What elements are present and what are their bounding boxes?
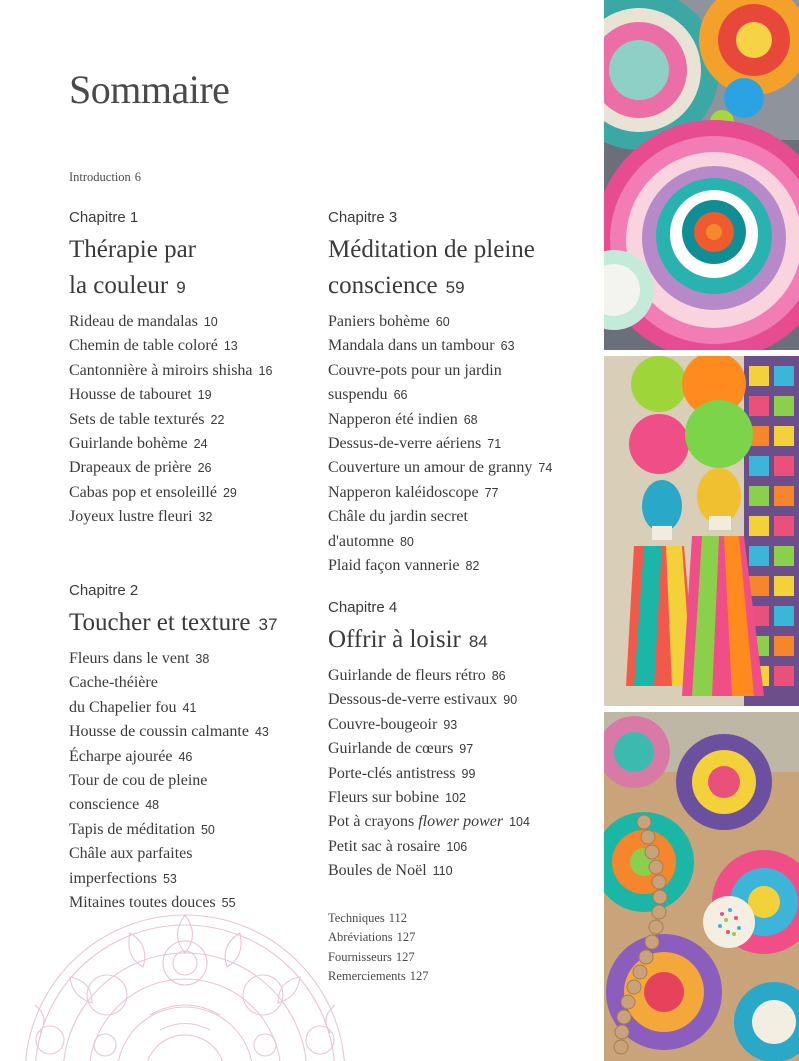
toc-item-page: 24: [193, 437, 208, 452]
back-matter-page: 112: [388, 911, 408, 925]
toc-item[interactable]: [328, 737, 588, 761]
toc-item-title: Joyeux lustre fleuri: [69, 508, 193, 526]
toc-item[interactable]: [69, 867, 309, 891]
toc-item[interactable]: [69, 745, 309, 769]
toc-item-page: 48: [145, 798, 160, 813]
chapter-title-line2: conscience: [328, 272, 438, 299]
chapter-title[interactable]: [69, 605, 309, 643]
toc-item-title: Châle du jardin secret: [328, 508, 468, 526]
chapter-title-line2: la couleur: [69, 272, 169, 299]
chapter-items: [328, 310, 588, 578]
chapter-page: 84: [468, 632, 488, 651]
chapter-1: [69, 207, 309, 530]
toc-item-page: 74: [538, 461, 553, 476]
granny-blanket-beads-photo: [604, 712, 799, 1061]
toc-item[interactable]: [69, 408, 309, 432]
toc-item[interactable]: [69, 671, 309, 695]
toc-item-page: 97: [459, 742, 474, 757]
toc-item-title: Fleurs sur bobine: [328, 789, 440, 807]
back-matter-page: 127: [396, 930, 416, 945]
chapter-title[interactable]: [69, 232, 309, 306]
toc-item-title: Dessous-de-verre estivaux: [328, 691, 498, 709]
intro-entry[interactable]: [69, 170, 141, 185]
toc-item-page: 68: [463, 412, 478, 427]
toc-item[interactable]: [69, 818, 309, 842]
toc-item-page: 22: [210, 412, 225, 427]
toc-item[interactable]: [69, 696, 309, 720]
toc-item-page: 16: [258, 363, 273, 378]
toc-item-title-italic: flower power: [418, 813, 504, 831]
toc-item[interactable]: [328, 762, 588, 786]
chapter-title-line1: Méditation de pleine: [328, 236, 535, 263]
chapter-page: 9: [176, 278, 186, 297]
toc-item-title: Dessus-de-verre aériens: [328, 435, 482, 453]
toc-item[interactable]: [328, 835, 588, 859]
toc-item[interactable]: [328, 664, 588, 688]
toc-item[interactable]: [69, 310, 309, 334]
toc-item-page: 10: [203, 315, 218, 329]
toc-item-title: Paniers bohème: [328, 313, 430, 330]
back-matter-title: Fournisseurs: [328, 949, 392, 964]
toc-item-title: Cache-théière: [69, 674, 158, 692]
toc-item[interactable]: [328, 310, 588, 334]
toc-item-title: Tour de cou de pleine: [69, 772, 208, 790]
toc-item-title: suspendu: [328, 386, 388, 404]
toc-item-page: 60: [435, 315, 450, 329]
toc-item-page: 82: [465, 559, 480, 574]
toc-item[interactable]: [328, 408, 588, 432]
toc-item-title: Tapis de méditation: [69, 820, 195, 838]
back-matter-title: Techniques: [328, 911, 385, 925]
chapter-items: [328, 664, 588, 884]
toc-item-page: 53: [162, 871, 177, 886]
toc-item-title: conscience: [69, 796, 140, 814]
toc-item[interactable]: [69, 456, 309, 480]
toc-item-title: Chemin de table coloré: [69, 337, 218, 355]
toc-item[interactable]: [328, 786, 588, 810]
toc-item[interactable]: [328, 383, 588, 407]
toc-item-title: Couvre-bougeoir: [328, 715, 438, 733]
toc-item-title: Mandala dans un tambour: [328, 337, 495, 355]
page-title: Sommaire: [69, 67, 230, 112]
toc-item-page: 93: [443, 717, 458, 732]
toc-item-page: 71: [487, 437, 502, 452]
toc-item-title: Sets de table texturés: [69, 410, 205, 428]
toc-item[interactable]: [69, 769, 309, 793]
chapter-label: Chapitre 4: [328, 599, 398, 616]
toc-item-title: Guirlande de cœurs: [328, 740, 454, 758]
mandala-icon: [10, 905, 370, 1061]
toc-item-title: Cantonnière à miroirs shisha: [69, 361, 253, 379]
toc-item-page: 90: [503, 693, 518, 708]
toc-item-title: Cabas pop et ensoleillé: [69, 483, 217, 501]
toc-item-title: imperfections: [69, 869, 157, 887]
chapter-2: [69, 580, 309, 915]
toc-item-page: 86: [491, 669, 506, 683]
toc-item-title: Guirlande de fleurs rétro: [328, 667, 486, 684]
toc-item-title: Drapeaux de prière: [69, 459, 192, 477]
toc-item-title: Fleurs dans le vent: [69, 650, 190, 667]
toc-item[interactable]: [328, 688, 588, 712]
toc-item-page: 63: [500, 339, 515, 354]
toc-item-title: Napperon été indien: [328, 410, 458, 428]
toc-item-title: Porte-clés antistress: [328, 764, 456, 782]
toc-item-title: Pot à crayons: [328, 813, 419, 831]
toc-item-title: Rideau de mandalas: [69, 313, 198, 330]
toc-item-page: 50: [200, 822, 215, 837]
toc-item-page: 55: [221, 896, 236, 911]
toc-item[interactable]: [69, 383, 309, 407]
back-matter-title: Abréviations: [328, 930, 393, 945]
toc-item-title: Guirlande bohème: [69, 435, 188, 453]
toc-item-page: 99: [461, 766, 476, 781]
chapter-title-line1: Toucher et texture: [69, 609, 251, 636]
intro-page: 6: [134, 170, 142, 184]
toc-item[interactable]: [69, 842, 309, 866]
toc-item-page: 102: [445, 791, 466, 806]
chapter-items: [69, 647, 309, 915]
toc-item-title: Écharpe ajourée: [69, 747, 173, 765]
chapter-4: [328, 597, 588, 884]
chapter-label: Chapitre 2: [69, 582, 139, 599]
toc-item[interactable]: [328, 810, 588, 834]
toc-item-page: 46: [178, 749, 193, 764]
toc-item[interactable]: [69, 720, 309, 744]
toc-item-page: 43: [254, 725, 269, 740]
toc-item-title: du Chapelier fou: [69, 698, 177, 716]
crochet-mandala-balls-photo: [604, 0, 799, 350]
toc-item[interactable]: [328, 432, 588, 456]
toc-item-page: 106: [446, 839, 468, 854]
chapter-label: Chapitre 3: [328, 209, 398, 226]
toc-item-page: 77: [484, 485, 499, 500]
toc-item[interactable]: [328, 481, 588, 505]
toc-item[interactable]: [69, 481, 309, 505]
chapter-items: [69, 310, 309, 530]
toc-item[interactable]: [328, 456, 588, 480]
toc-item-title: Couverture un amour de granny: [328, 459, 533, 477]
chapter-title-line1: Thérapie par: [69, 236, 197, 263]
toc-item[interactable]: [328, 334, 588, 358]
toc-item-page: 41: [182, 700, 197, 715]
pompom-tassels-photo: [604, 356, 799, 706]
toc-item[interactable]: [328, 530, 588, 554]
chapter-page: 59: [445, 278, 465, 297]
mandala-decoration: [10, 905, 370, 1061]
toc-item-title: d'automne: [328, 532, 394, 550]
toc-item-page: 66: [393, 388, 408, 403]
chapter-title-line1: Offrir à loisir: [328, 626, 461, 653]
toc-item-page: 38: [195, 652, 210, 666]
toc-item[interactable]: [69, 432, 309, 456]
toc-item[interactable]: [69, 359, 309, 383]
toc-item-title: Napperon kaléidoscope: [328, 483, 479, 501]
chapter-title[interactable]: [328, 232, 588, 306]
back-matter-page: 127: [409, 968, 429, 983]
chapter-3: [328, 207, 588, 578]
back-matter-page: 127: [395, 949, 415, 964]
toc-item-page: 32: [198, 510, 213, 525]
toc-item-title: Mitaines toutes douces: [69, 894, 216, 912]
toc-item-page: 26: [197, 461, 212, 476]
chapter-title[interactable]: [328, 622, 588, 660]
toc-item-page: 104: [509, 815, 530, 830]
toc-item-title: Housse de tabouret: [69, 386, 192, 404]
toc-item-title: Plaid façon vannerie: [328, 557, 460, 575]
toc-item[interactable]: [328, 554, 588, 578]
toc-item[interactable]: [69, 505, 309, 529]
toc-item[interactable]: [69, 647, 309, 671]
toc-item-page: 29: [222, 485, 237, 500]
toc-item-title: Châle aux parfaites: [69, 845, 193, 863]
back-matter-title: Remerciements: [328, 968, 406, 983]
toc-item-page: 80: [399, 534, 414, 549]
chapter-page: 37: [258, 615, 278, 634]
toc-item-title: Boules de Noël: [328, 862, 427, 880]
intro-label: Introduction: [69, 170, 131, 184]
toc-item-page: 110: [432, 864, 453, 879]
toc-item[interactable]: [69, 793, 309, 817]
toc-item[interactable]: [69, 334, 309, 358]
toc-item-title: Couvre-pots pour un jardin: [328, 361, 502, 379]
toc-item-title: Petit sac à rosaire: [328, 837, 441, 855]
toc-item[interactable]: [328, 505, 588, 529]
toc-item[interactable]: [328, 713, 588, 737]
toc-item[interactable]: [328, 859, 588, 883]
chapter-label: Chapitre 1: [69, 209, 139, 226]
toc-item-page: 13: [223, 339, 238, 354]
toc-item[interactable]: [328, 359, 588, 383]
toc-item-page: 19: [197, 388, 212, 403]
toc-item-title: Housse de coussin calmante: [69, 723, 249, 741]
